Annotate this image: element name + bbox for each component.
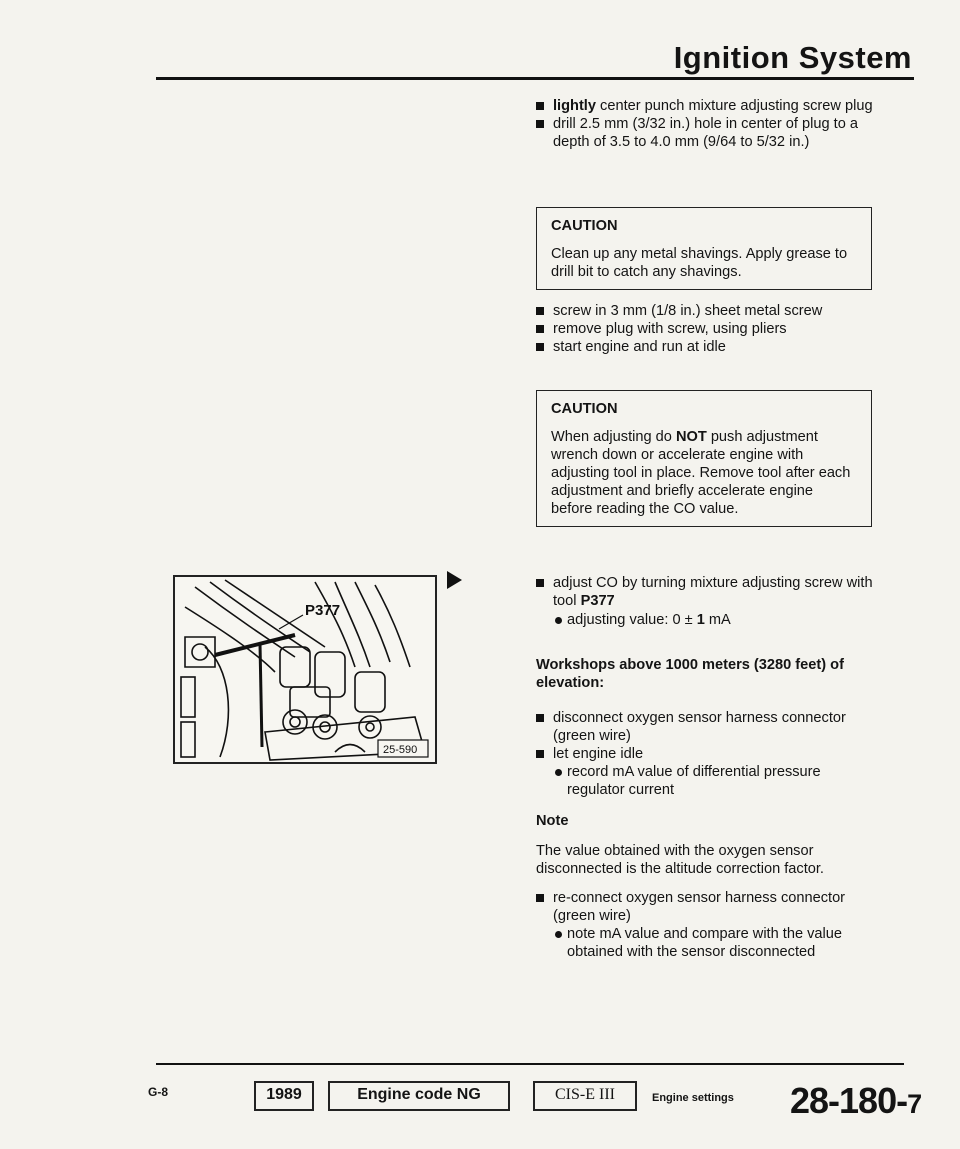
figure-id: 25-590 [383, 744, 418, 756]
emphasis-text: P377 [580, 593, 615, 609]
list-item: remove plug with screw, using pliers [536, 320, 881, 338]
emphasis-text: lightly [553, 98, 596, 114]
plus-minus-symbol: ± [684, 612, 693, 628]
list-item-text: re-connect oxygen sensor harness connector (green wire) [553, 890, 846, 924]
list-item [536, 574, 881, 629]
caution-box-metal-shavings [536, 207, 872, 290]
list-item-text: let engine idle [553, 746, 644, 762]
caution-box-adjusting [536, 390, 872, 527]
injection-adjustment-figure [173, 575, 437, 764]
list-item [536, 889, 881, 961]
caution-heading: CAUTION [551, 401, 618, 417]
altitude-steps [536, 709, 881, 799]
page-number-main: 28-180- [790, 1080, 908, 1121]
caution-text-part: push adjustment wrench down or accelerate engine with adjusting tool in place. Remove tool after each adjustment and briefly accelerate engine before reading the CO value. [551, 429, 851, 517]
sub-list-item [553, 611, 881, 629]
engine-code-box: Engine code NG [328, 1081, 510, 1111]
list-item: start engine and run at idle [536, 338, 881, 356]
list-item: screw in 3 mm (1/8 in.) sheet metal screw [536, 302, 881, 320]
reconnect-steps [536, 889, 881, 961]
spec-value: 1 [692, 612, 705, 628]
list-item-text: adjust CO by turning mixture adjusting screw with tool [553, 575, 873, 609]
year-box: 1989 [254, 1081, 314, 1111]
list-item [536, 115, 881, 151]
drill-steps [536, 97, 881, 151]
page-title: Ignition System [673, 40, 912, 75]
header-rule [156, 77, 914, 80]
plug-removal-steps [536, 302, 881, 356]
list-item: disconnect oxygen sensor harness connector (green wire) [536, 709, 881, 745]
note-heading: Note [536, 813, 569, 829]
caution-text [551, 428, 857, 518]
caution-text: Clean up any metal shavings. Apply grease to drill bit to catch any shavings. [551, 246, 848, 280]
sub-list-item: record mA value of differential pressure regulator current [553, 763, 881, 799]
tool-label: P377 [305, 602, 341, 619]
altitude-heading: Workshops above 1000 meters (3280 feet) of elevation: [536, 657, 844, 691]
emphasis-text: NOT [675, 429, 707, 445]
list-item [536, 97, 881, 115]
list-item-text: center punch mixture adjusting screw plug [595, 98, 873, 114]
page-number [790, 1080, 921, 1122]
sub-list-item: note mA value and compare with the value obtained with the sensor disconnected [553, 925, 881, 961]
page-code: G-8 [148, 1085, 169, 1099]
engine-illustration [175, 577, 435, 762]
co-adjust-step [536, 574, 881, 629]
note-block [536, 812, 881, 878]
figure-pointer-arrow-icon [447, 571, 462, 589]
caution-text-part: When adjusting do [551, 429, 676, 445]
note-text: The value obtained with the oxygen sensor disconnected is the altitude correction factor. [536, 843, 824, 877]
list-item-text: drill 2.5 mm (3/32 in.) hole in center of plug to a depth of 3.5 to 4.0 mm (9/64 to 5/32 in.) [553, 116, 859, 150]
caution-heading: CAUTION [551, 218, 618, 234]
spec-text: adjusting value: 0 [567, 612, 685, 628]
footer-rule [156, 1063, 904, 1065]
category-label: Engine settings [652, 1092, 734, 1104]
list-item [536, 745, 881, 799]
system-box: CIS-E III [533, 1081, 637, 1111]
spec-unit: mA [704, 612, 731, 628]
page-number-suffix: 7 [907, 1089, 922, 1119]
